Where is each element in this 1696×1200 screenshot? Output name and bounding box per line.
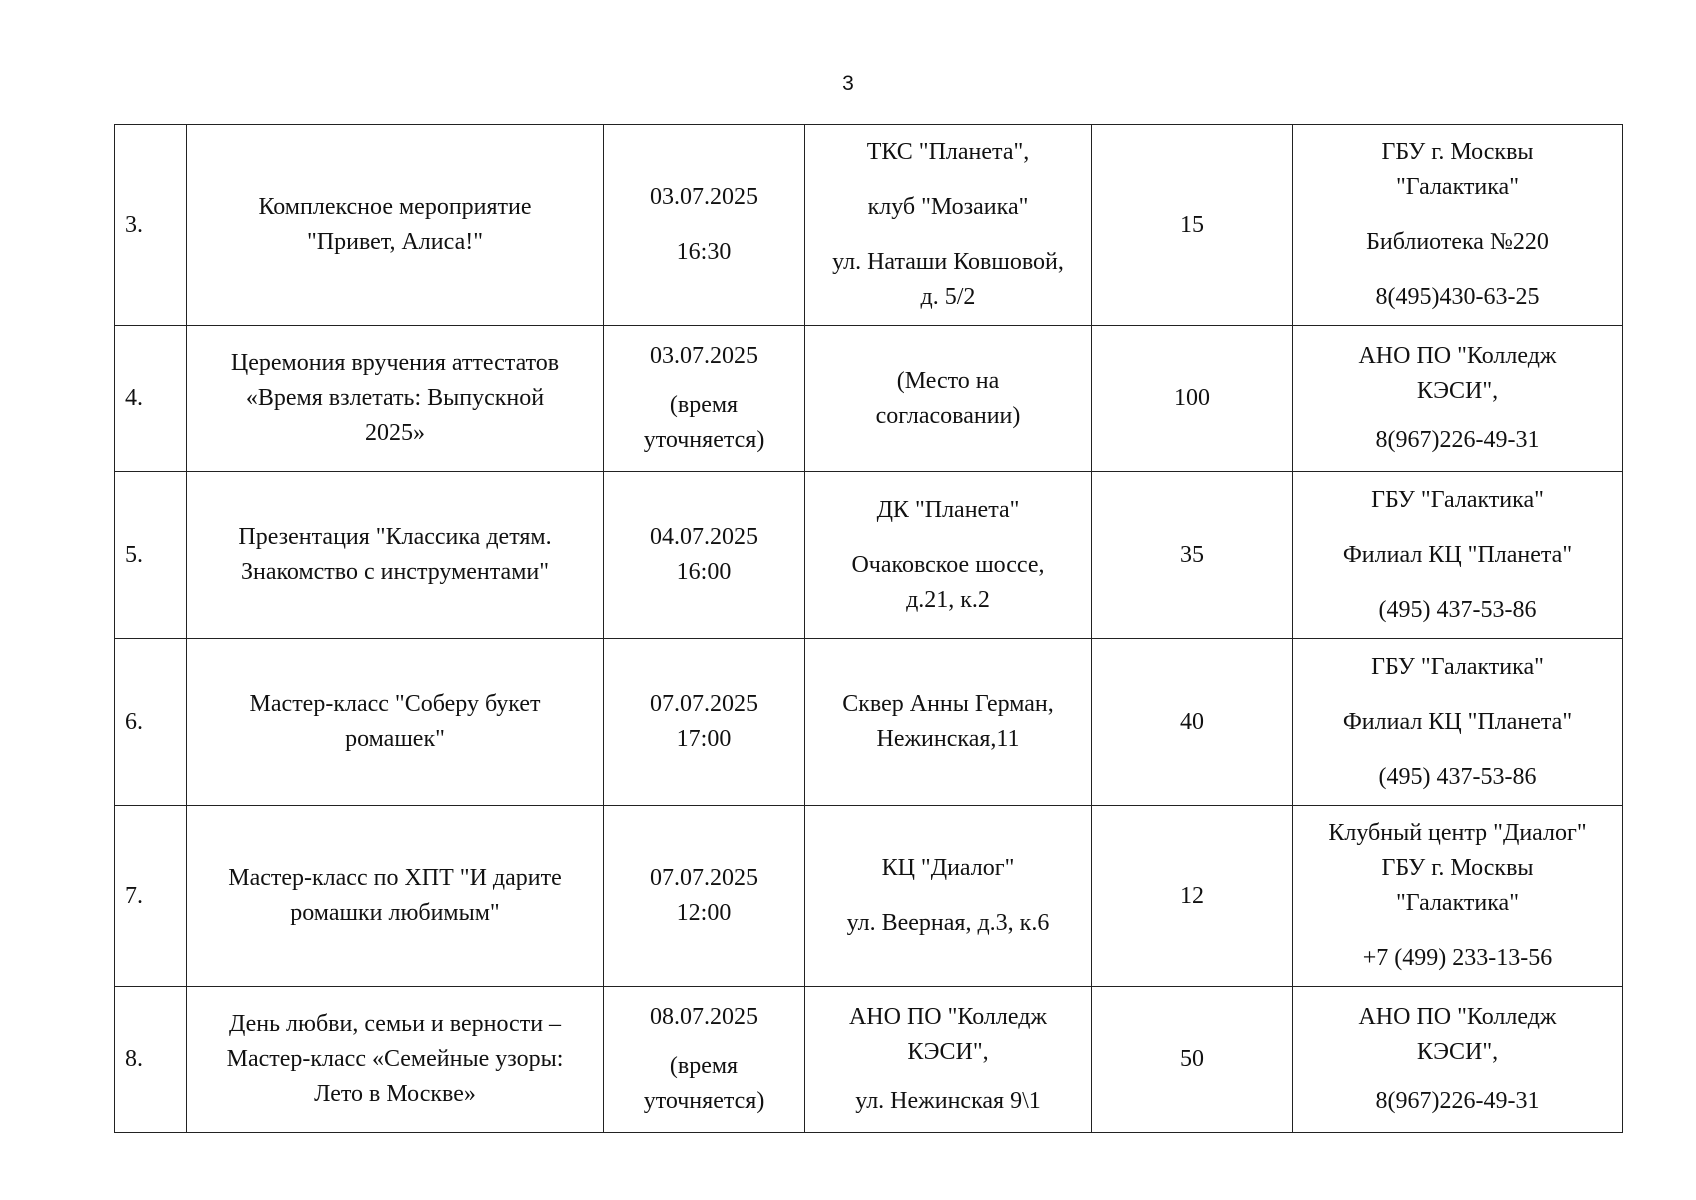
row-number: 5. bbox=[115, 472, 187, 639]
event-name-line: Лето в Москве» bbox=[314, 1081, 476, 1107]
event-name-line: Мастер-класс «Семейные узоры: bbox=[226, 1046, 564, 1072]
event-name-line: Комплексное мероприятие bbox=[258, 194, 532, 220]
organizer-line: ГБУ г. Москвы bbox=[1381, 139, 1534, 165]
venue-line: КЦ "Диалог" bbox=[881, 855, 1015, 881]
organizer-line: КЭСИ", bbox=[1416, 378, 1499, 404]
venue-line: д. 5/2 bbox=[920, 284, 976, 310]
event-datetime-cell bbox=[604, 472, 805, 639]
organizer-cell bbox=[1293, 472, 1623, 639]
event-name-line: Мастер-класс по ХПТ "И дарите bbox=[228, 865, 562, 891]
participants-cell: 40 bbox=[1092, 639, 1293, 806]
table-row bbox=[115, 806, 1623, 987]
table-row bbox=[115, 987, 1623, 1133]
event-name-line: "Привет, Алиса!" bbox=[306, 229, 484, 255]
event-date: 08.07.2025 bbox=[650, 1004, 758, 1030]
organizer-phone: (495) 437-53-86 bbox=[1378, 596, 1537, 623]
organizer-line: КЭСИ", bbox=[1416, 1039, 1499, 1065]
venue-line: д.21, к.2 bbox=[906, 586, 990, 613]
venue-cell bbox=[805, 987, 1092, 1133]
organizer-phone: 8(967)226-49-31 bbox=[1375, 427, 1540, 453]
event-time: 12:00 bbox=[676, 900, 732, 926]
event-name-line: Мастер-класс "Соберу букет bbox=[249, 691, 541, 717]
event-time: 16:00 bbox=[676, 559, 732, 585]
table-row bbox=[115, 326, 1623, 472]
event-date: 07.07.2025 bbox=[650, 691, 758, 717]
venue-line: АНО ПО "Колледж bbox=[848, 1004, 1048, 1030]
organizer-line: "Галактика" bbox=[1396, 890, 1519, 916]
event-time: 16:30 bbox=[676, 239, 732, 265]
event-time: 17:00 bbox=[676, 726, 732, 752]
event-name-line: ромашек" bbox=[345, 726, 445, 752]
event-name-cell bbox=[187, 125, 604, 326]
participants-cell: 15 bbox=[1092, 125, 1293, 326]
participants-cell: 50 bbox=[1092, 987, 1293, 1133]
event-name-cell bbox=[187, 987, 604, 1133]
venue-cell bbox=[805, 125, 1092, 326]
page-number: 3 bbox=[842, 72, 854, 95]
organizer-line: Филиал КЦ "Планета" bbox=[1342, 541, 1573, 568]
event-date: 03.07.2025 bbox=[650, 343, 758, 369]
event-name-cell bbox=[187, 472, 604, 639]
organizer-phone: 8(967)226-49-31 bbox=[1375, 1088, 1540, 1114]
event-name-line: Знакомство с инструментами" bbox=[240, 559, 550, 585]
organizer-cell bbox=[1293, 639, 1623, 806]
organizer-cell bbox=[1293, 987, 1623, 1133]
venue-cell bbox=[805, 472, 1092, 639]
event-datetime-cell bbox=[604, 125, 805, 326]
venue-line: (Место на bbox=[896, 367, 1000, 394]
event-date: 07.07.2025 bbox=[650, 865, 758, 891]
venue-line: согласовании) bbox=[875, 402, 1021, 429]
venue-line: клуб "Мозаика" bbox=[867, 194, 1029, 220]
event-name-cell bbox=[187, 639, 604, 806]
venue-line: ул. Нежинская 9\1 bbox=[855, 1088, 1041, 1114]
organizer-line: ГБУ г. Москвы bbox=[1381, 855, 1534, 881]
organizer-cell bbox=[1293, 806, 1623, 987]
organizer-line: "Галактика" bbox=[1396, 174, 1519, 200]
event-datetime-cell bbox=[604, 326, 805, 472]
venue-line: ул. Наташи Ковшовой, bbox=[832, 249, 1064, 275]
venue-line: Сквер Анны Герман, bbox=[842, 691, 1054, 717]
table-row bbox=[115, 639, 1623, 806]
organizer-line: ГБУ "Галактика" bbox=[1371, 486, 1544, 513]
organizer-line: Клубный центр "Диалог" bbox=[1328, 820, 1587, 846]
table-row bbox=[115, 125, 1623, 326]
venue-line: Нежинская,11 bbox=[876, 726, 1020, 752]
event-date: 03.07.2025 bbox=[650, 184, 758, 210]
organizer-phone: (495) 437-53-86 bbox=[1378, 763, 1537, 790]
event-time: уточняется) bbox=[643, 1088, 765, 1114]
row-number: 8. bbox=[115, 987, 187, 1133]
event-name-line: День любви, семьи и верности – bbox=[228, 1011, 562, 1037]
event-time: (время bbox=[669, 392, 739, 418]
event-name-line: ромашки любимым" bbox=[290, 900, 500, 926]
event-time: (время bbox=[669, 1053, 739, 1079]
venue-line: Очаковское шоссе, bbox=[851, 551, 1045, 578]
organizer-line: ГБУ "Галактика" bbox=[1371, 653, 1544, 680]
event-name-line: Презентация "Классика детям. bbox=[238, 524, 552, 550]
organizer-cell bbox=[1293, 125, 1623, 326]
row-number: 6. bbox=[115, 639, 187, 806]
event-name-line: «Время взлетать: Выпускной bbox=[245, 385, 545, 411]
event-name-line: Церемония вручения аттестатов bbox=[230, 350, 560, 376]
venue-cell bbox=[805, 639, 1092, 806]
event-name-line: 2025» bbox=[365, 420, 425, 446]
organizer-line: Филиал КЦ "Планета" bbox=[1342, 708, 1573, 735]
organizer-line: АНО ПО "Колледж bbox=[1358, 343, 1557, 369]
venue-cell bbox=[805, 326, 1092, 472]
row-number: 4. bbox=[115, 326, 187, 472]
venue-line: ДК "Планета" bbox=[876, 496, 1020, 523]
venue-line: КЭСИ", bbox=[907, 1039, 989, 1065]
table-row bbox=[115, 472, 1623, 639]
participants-cell: 35 bbox=[1092, 472, 1293, 639]
organizer-line: Библиотека №220 bbox=[1366, 229, 1549, 255]
organizer-phone: +7 (499) 233-13-56 bbox=[1362, 945, 1553, 971]
events-table bbox=[114, 124, 1623, 1133]
participants-cell: 12 bbox=[1092, 806, 1293, 987]
organizer-phone: 8(495)430-63-25 bbox=[1375, 284, 1540, 310]
venue-line: ТКС "Планета", bbox=[866, 139, 1030, 165]
event-datetime-cell bbox=[604, 806, 805, 987]
venue-line: ул. Веерная, д.3, к.6 bbox=[846, 910, 1050, 936]
row-number: 7. bbox=[115, 806, 187, 987]
organizer-line: АНО ПО "Колледж bbox=[1358, 1004, 1557, 1030]
event-time: уточняется) bbox=[643, 427, 765, 453]
venue-cell bbox=[805, 806, 1092, 987]
event-name-cell bbox=[187, 806, 604, 987]
organizer-cell bbox=[1293, 326, 1623, 472]
event-datetime-cell bbox=[604, 639, 805, 806]
participants-cell: 100 bbox=[1092, 326, 1293, 472]
event-datetime-cell bbox=[604, 987, 805, 1133]
row-number: 3. bbox=[115, 125, 187, 326]
event-date: 04.07.2025 bbox=[650, 524, 758, 550]
event-name-cell bbox=[187, 326, 604, 472]
